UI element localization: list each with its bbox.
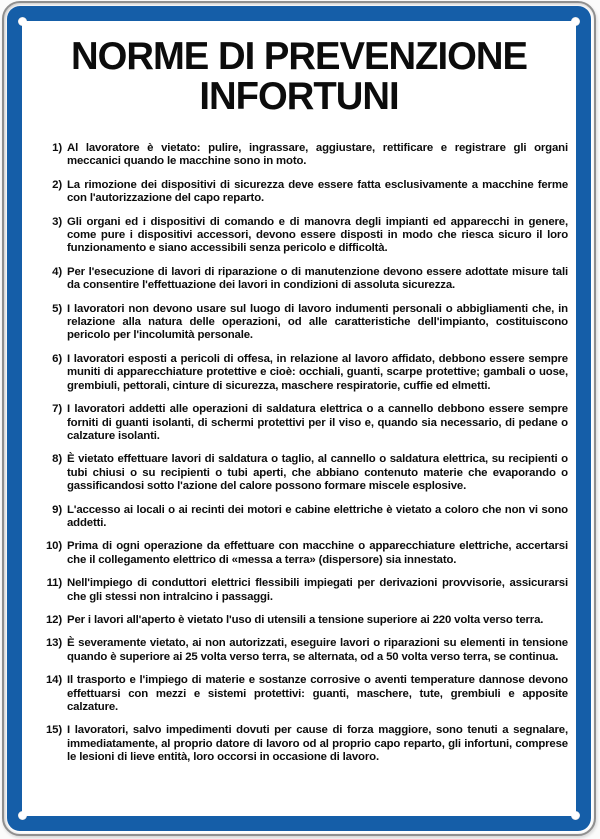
- rule-item: [38, 724, 568, 764]
- rule-number: 13): [45, 637, 62, 650]
- rule-item: [38, 504, 568, 531]
- rule-text: Nell'impiego di conduttori elettrici flessibili impiegati per derivazioni provvisorie, assicurarsi che gli stessi non intralcino i passaggi.: [67, 577, 568, 603]
- rule-item: [38, 179, 568, 206]
- rule-number: 12): [45, 613, 62, 626]
- rule-number: 15): [45, 724, 62, 737]
- rule-item: [38, 142, 568, 169]
- rule-number: 8): [52, 453, 62, 466]
- rule-item: [38, 453, 568, 493]
- rule-item: [38, 303, 568, 343]
- rule-number: 7): [52, 403, 62, 416]
- rule-text: La rimozione dei dispositivi di sicurezza deve essere fatta esclusivamente a macchine ferme con l'autorizzazione del capo reparto.: [67, 178, 568, 205]
- rule-item: [38, 637, 568, 664]
- rule-text: I lavoratori esposti a pericoli di offesa, in relazione al lavoro affidato, debbono essere sempre muniti di apparecchiature protettive e cioè: occhiali, guanti, scarpe protettive; gambali o uose, grembiuli, pettorali, cinture di sicurezza, maschere respiratorie, cuffie ed elmetti.: [67, 352, 568, 392]
- rule-text: Il trasporto e l'impiego di materie e sostanze corrosive o aventi temperature dannose devono effettuarsi con mezzi e sistemi protettivi: guanti, maschere, tute, grembiuli e apposite calzature.: [67, 674, 568, 713]
- rule-text: Al lavoratore è vietato: pulire, ingrassare, aggiustare, rettificare e registrare gli organi meccanici quando le macchine sono in moto.: [67, 142, 568, 168]
- rule-text: Per i lavori all'aperto è vietato l'uso di utensili a tensione superiore ai 220 volta verso terra.: [67, 613, 544, 626]
- rule-text: Prima di ogni operazione da effettuare con macchine o apparecchiature elettriche, accertarsi che il collegamento elettrico di «messa a terra» (dispersore) sia innestato.: [67, 540, 568, 566]
- rule-number: 9): [52, 503, 62, 516]
- rule-number: 4): [52, 265, 62, 278]
- rule-item: [38, 266, 568, 293]
- rule-item: [38, 216, 568, 256]
- rule-text: È vietato effettuare lavori di saldatura o taglio, al cannello o saldatura elettrica, su recipienti o tubi chiusi o su recipienti o tubi aperti, che abbiano contenuto materie che evaporando o gassificandosi sotto l'azione del calore possono formare miscele esplosive.: [67, 453, 568, 493]
- rule-item: [38, 614, 568, 627]
- rule-text: L'accesso ai locali o ai recinti dei motori e cabine elettriche è vietato a coloro che non vi sono addetti.: [67, 503, 568, 529]
- sign-title-line2: INFORTUNI: [199, 75, 399, 118]
- sign-title-line1: NORME DI PREVENZIONE: [70, 35, 528, 78]
- rule-number: 10): [45, 540, 62, 553]
- rule-item: [38, 540, 568, 567]
- rule-number: 14): [45, 674, 62, 687]
- sign-content-panel: [22, 21, 576, 816]
- rule-number: 6): [52, 352, 62, 365]
- rule-number: 3): [52, 215, 62, 228]
- rule-text: I lavoratori addetti alle operazioni di saldatura elettrica o a cannello debbono essere sempre forniti di guanti isolanti, di schermi protettivi per il viso e, quando sia necessario, di pedane o calzature isolanti.: [67, 403, 568, 442]
- rule-number: 5): [52, 302, 62, 315]
- rule-text: Gli organi ed i dispositivi di comando e di manovra degli impianti ed apparecchi in genere, come pure i dispositivi accessori, devono essere disposti in modo che riesca sicuro il loro funzionamento e siano accessibili senza pericolo e difficoltà.: [67, 215, 568, 255]
- rule-text: Per l'esecuzione di lavori di riparazione o di manutenzione devono essere adottate misure tali da consentire l'effettuazione dei lavori in condizioni di assoluta sicurezza.: [67, 265, 568, 292]
- rule-number: 1): [52, 142, 62, 154]
- rule-item: [38, 674, 568, 714]
- rule-item: [38, 577, 568, 604]
- sign-blue-frame: [7, 6, 591, 831]
- rule-item: [38, 353, 568, 393]
- sign-title: [37, 37, 560, 117]
- rule-number: 2): [52, 178, 62, 191]
- rule-number: 11): [46, 577, 62, 590]
- rule-text: I lavoratori, salvo impedimenti dovuti per cause di forza maggiore, sono tenuti a segnalare, immediatamente, al proprio datore di lavoro od al proprio capo reparto, gli infortuni, comprese le lesioni di lieve entità, loro occorsi in occasione di lavoro.: [67, 724, 568, 764]
- rule-text: È severamente vietato, ai non autorizzati, eseguire lavori o riparazioni su elementi in tensione quando è superiore ai 25 volta verso terra, se alternata, od a 50 volta verso terra, se continua.: [67, 637, 568, 663]
- rule-text: I lavoratori non devono usare sul luogo di lavoro indumenti personali o abbigliamenti che, in relazione alla natura delle operazioni, od alle caratteristiche dell'impianto, costituiscono pericolo per l'incolumità personale.: [67, 302, 568, 342]
- rule-item: [38, 403, 568, 443]
- rules-list: [38, 142, 568, 765]
- safety-sign-plate: [2, 1, 596, 836]
